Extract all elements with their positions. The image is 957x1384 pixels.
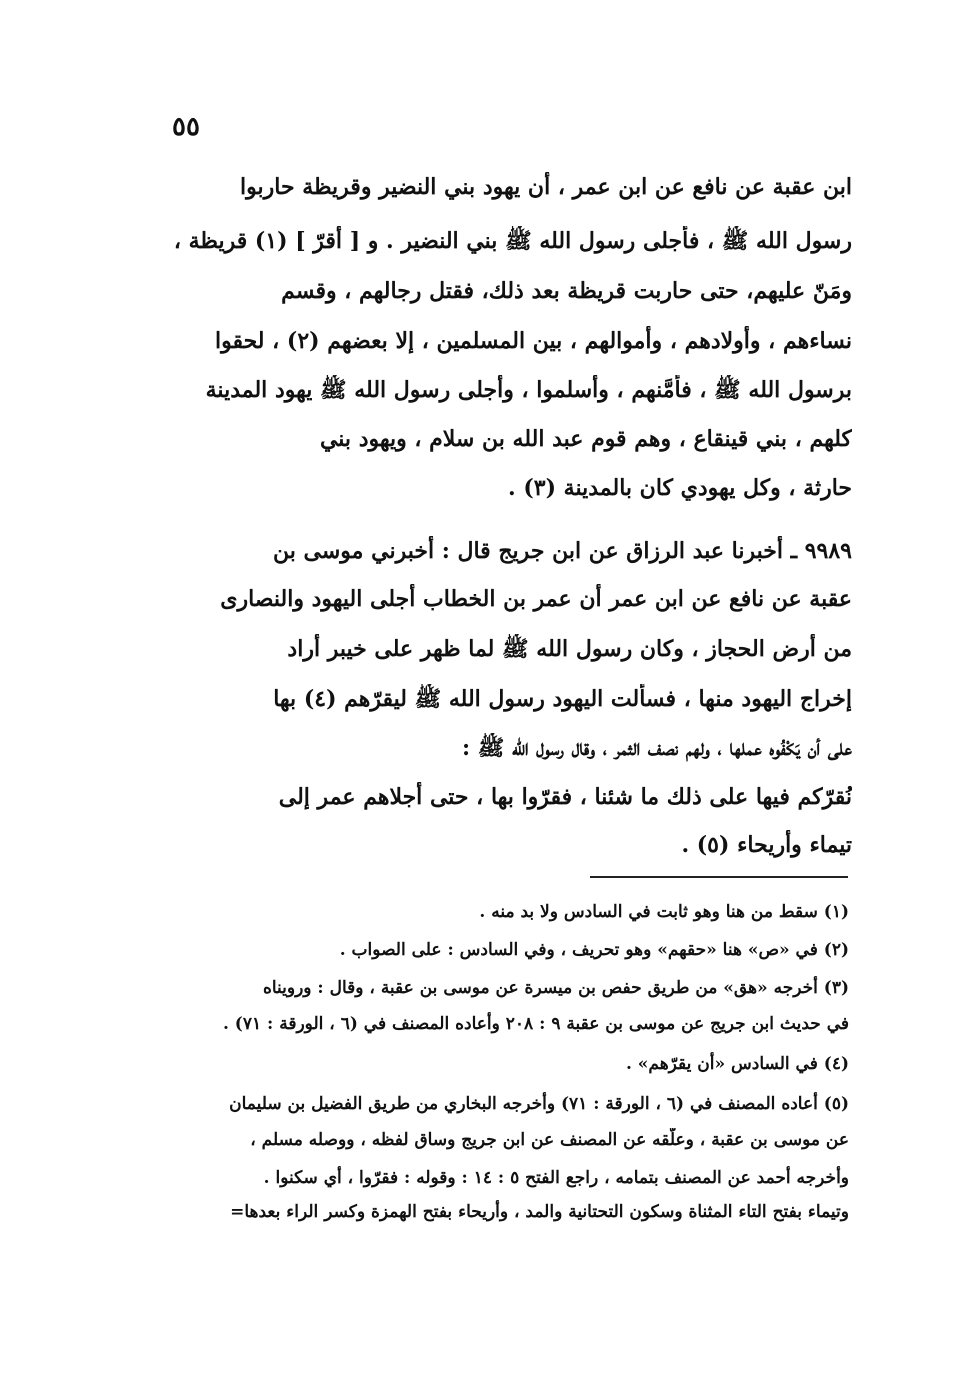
text-line: برسول الله ﷺ ، فأمَّنهم ، وأسلموا ، وأجلى رسول الله ﷺ يهود المدينة xyxy=(205,377,852,403)
text-line: حارثة ، وكل يهودي كان بالمدينة (٣) . xyxy=(508,475,852,501)
page-number: ٥٥ xyxy=(172,112,200,142)
text-line: كلهم ، بني قينقاع ، وهم قوم عبد الله بن سلام ، ويهود بني xyxy=(319,426,852,452)
text-line: ومَنّ عليهم، حتى حاربت قريظة بعد ذلك، فقتل رجالهم ، وقسم xyxy=(281,278,852,304)
footnote-separator xyxy=(590,876,848,878)
footnote-4: (٤) في السادس «أن يقرّهم» . xyxy=(625,1054,849,1074)
footnote-5-cont: وأخرجه أحمد عن المصنف بتمامه ، راجع الفتح ٥ : ١٤ : وقوله : فقرّوا ، أي سكنوا . xyxy=(263,1168,849,1188)
text-line: عقبة عن نافع عن ابن عمر أن عمر بن الخطاب أجلى اليهود والنصارى xyxy=(220,586,852,612)
footnote-5-cont: عن موسى بن عقبة ، وعلّقه عن المصنف عن ابن جريج وساق لفظه ، ووصله مسلم ، xyxy=(250,1130,849,1150)
footnote-1: (١) سقط من هنا وهو ثابت في السادس ولا بد منه . xyxy=(479,902,849,922)
text-line: من أرض الحجاز ، وكان رسول الله ﷺ لما ظهر على خيبر أراد xyxy=(287,636,852,662)
footnote-3: (٣) أخرجه «هق» من طريق حفص بن ميسرة عن موسى بن عقبة ، وقال : ورويناه xyxy=(262,978,849,998)
text-line: نُقرّكم فيها على ذلك ما شئنا ، فقرّوا بها ، حتى أجلاهم عمر إلى xyxy=(278,784,852,810)
text-line: على أن يَكْفُوه عملها ، ولهم نصف الثمر ، وقال رسول الله ﷺ : xyxy=(462,735,852,761)
text-line: رسول الله ﷺ ، فأجلى رسول الله ﷺ بني النضير . و [ أقرّ ] (١) قريظة ، xyxy=(173,228,852,254)
text-line: تيماء وأريحاء (٥) . xyxy=(681,832,852,858)
text-line: ابن عقبة عن نافع عن ابن عمر ، أن يهود بني النضير وقريظة حاربوا xyxy=(240,174,852,200)
text-line: نساءهم ، وأولادهم ، وأموالهم ، بين المسلمين ، إلا بعضهم (٢) ، لحقوا xyxy=(214,328,852,354)
hadith-number-line: ٩٩٨٩ ـ أخبرنا عبد الرزاق عن ابن جريج قال : أخبرني موسى بن xyxy=(273,538,852,564)
footnote-5: (٥) أعاده المصنف في (٦ ، الورقة : ٧١) وأخرجه البخاري من طريق الفضيل بن سليمان xyxy=(229,1094,849,1114)
footnote-3-cont: في حديث ابن جريج عن موسى بن عقبة ٩ : ٢٠٨ وأعاده المصنف في (٦ ، الورقة : ٧١) . xyxy=(222,1014,849,1034)
text-line: إخراج اليهود منها ، فسألت اليهود رسول الله ﷺ ليقرّهم (٤) بها xyxy=(273,686,852,712)
footnote-2: (٢) في «ص» هنا «حقهم» وهو تحريف ، وفي السادس : على الصواب . xyxy=(339,940,849,960)
footnote-5-cont: وتيماء بفتح التاء المثناة وسكون التحتانية والمد ، وأريحاء بفتح الهمزة وكسر الراء بعدها= xyxy=(230,1202,849,1222)
